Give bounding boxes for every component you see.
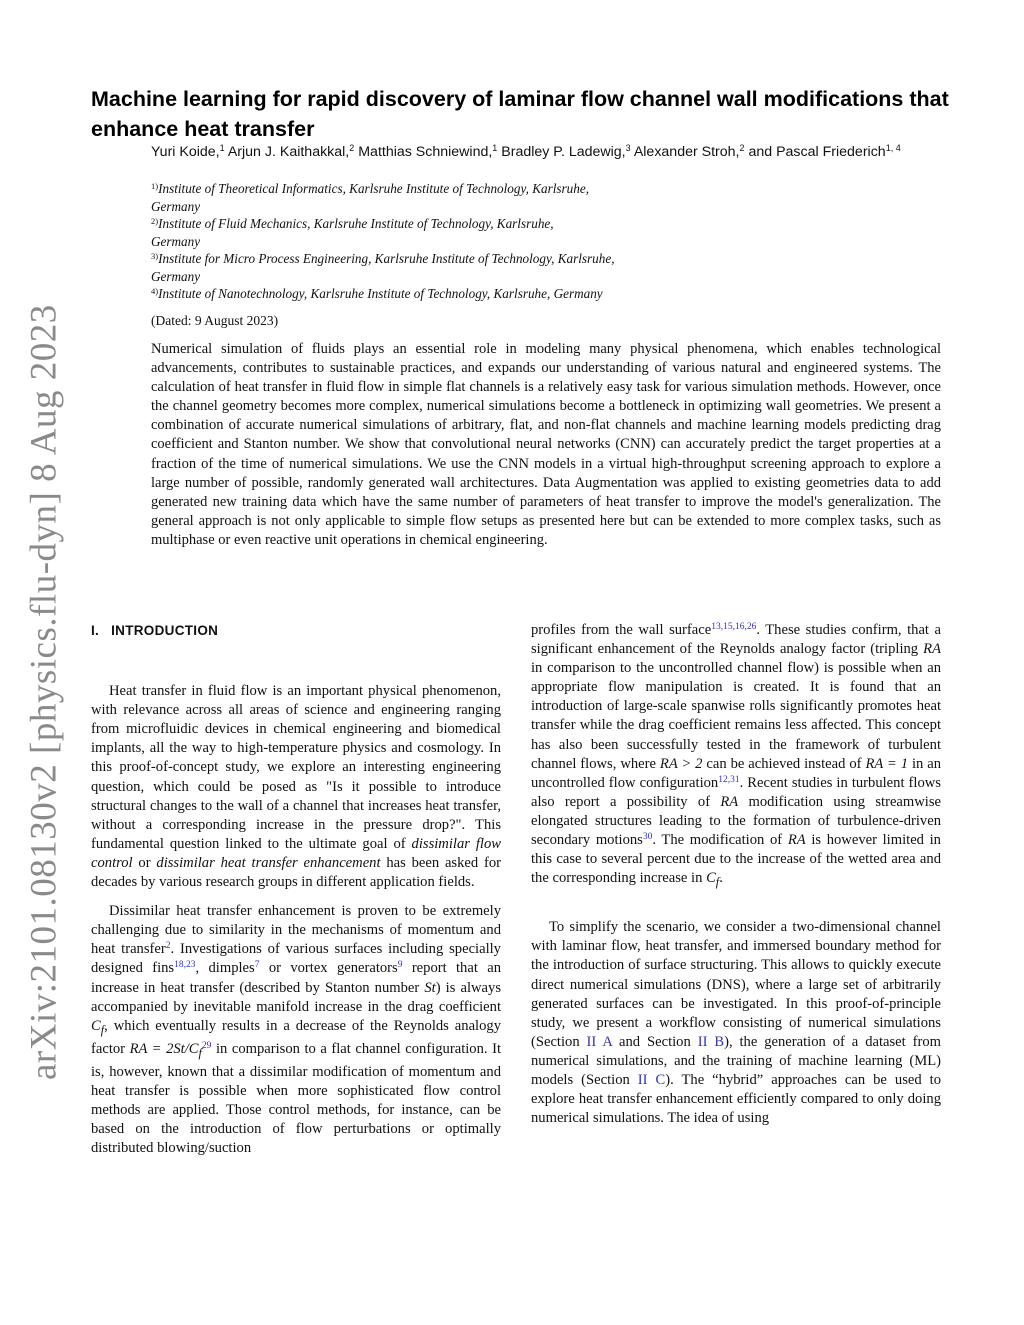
citation-link[interactable]: 13,15,16,26 [711,622,757,632]
affiliation-list [151,180,791,303]
author: Bradley P. Ladewig, [501,144,626,160]
citation-link[interactable]: 7 [254,960,260,971]
paper-title: Machine learning for rapid discovery of laminar flow channel wall modifications that enhance heat transfer [91,87,949,141]
left-column [91,621,501,1158]
author-affil-mark: 1 [492,143,498,153]
citation-link[interactable]: 2 [165,941,171,952]
date-line: (Dated: 9 August 2023) [151,313,279,328]
author-affil-mark: 2 [739,143,745,153]
affiliation: $^{1)}$Institute of Theoretical Informatics, Karlsruhe Institute of Technology, Karlsruhe, Germany [151,181,589,214]
author: and Pascal Friederich [748,144,886,160]
citation-link[interactable]: 29 [201,1040,212,1051]
paragraph: Dissimilar heat transfer enhancement is proven to be extremely challenging due to similarity in the mechanisms of momentum and heat transfer$^2$. Investigations of various surfaces including specially designed fins$^{18,23}$, dimples$^7$ or vortex generators$^9$ report that an increase in heat transfer (described by Stanton number St) is always accompanied by inevitable manifold increase in the drag coefficient $C_f$, which eventually results in a decrease of the Reynolds analogy factor RA = $2St/C_f^{29}$ in comparison to a flat channel configuration. It is, however, known that a dissimilar modification of momentum and heat transfer is possible when more sophisticated flow control methods are applied. Those control methods, for instance, can be based on the introduction of flow perturbations or optimally distributed blowing/suction [91,903,502,1157]
author: Yuri Koide, [151,144,220,160]
author-affil-mark: 3 [625,143,631,153]
section-link[interactable]: II C [637,1071,666,1088]
author: Alexander Stroh, [633,144,740,160]
paragraph: To simplify the scenario, we consider a two-dimensional channel with laminar flow, heat transfer, and immersed boundary method for the introduction of surface structuring. This allows to quickly execute direct numerical simulations (DNS), where a large set of arbitrarily generated surfaces can be investigated. In this proof-of-principle study, we present a workflow consisting of numerical simulations (Section II A and Section II B), the generation of a dataset from numerical simulations, and the training of machine learning (ML) models (Section II C). The “hybrid” approaches can be used to explore heat transfer enhancement efficiently compared to only doing numerical simulations. The idea of using [531,919,941,1127]
paragraph: Heat transfer in fluid flow is an important physical phenomenon, with relevance across all areas of science and engineering ranging from microfluidic devices in chemical engineering and biomedical implants, all the way to high-temperature physics and cosmology. In this proof-of-concept study, we explore an interesting engineering question, which could be posed as "Is it possible to introduce structural changes to the wall of a channel that increases heat transfer, without a corresponding increase in the pressure drop?". This fundamental question linked to the ultimate goal of dissimilar flow control or dissimilar heat transfer enhancement has been asked for decades by various research groups in different application fields. [91,683,501,891]
citation-link[interactable]: 18,23 [174,960,196,971]
author: Arjun J. Kaithakkal, [227,144,350,160]
author-affil-mark: 1, 4 [885,143,901,153]
paragraph: profiles from the wall surface$^{13,15,16,26}$. These studies confirm, that a significant enhancement of the Reynolds analogy factor (tripling RA in comparison to the uncontrolled channel flow) is possible when an appropriate flow manipulation is created. It is found that an introduction of large-scale spanwise rolls significantly promotes heat transfer while the drag coefficient remains less affected. This concept has also been successfully tested in the framework of turbulent channel flows, where RA > 2 can be achieved instead of RA = 1 in an uncontrolled flow configuration$^{12,31}$. Recent studies in turbulent flows also report a possibility of RA modification using streamwise elongated structures leading to the formation of turbulence-driven secondary motions$^{30}$. The modification of RA is however limited in this case to several percent due to the increase of the wetted area and the corresponding increase in $C_f$. [531,622,942,890]
affiliation: $^{2)}$Institute of Fluid Mechanics, Karlsruhe Institute of Technology, Karlsruhe, Germany [151,216,554,249]
author-affil-mark: 1 [219,143,225,153]
author: Matthias Schniewind, [358,144,493,160]
author-list [151,143,951,162]
section-link[interactable]: II B [697,1033,725,1050]
arxiv-id-text: arXiv:2101.08130v2 [physics.flu-dyn] 8 Aug 2023 [23,304,65,1080]
citation-link[interactable]: 12,31 [718,774,740,785]
citation-link[interactable]: 30 [642,832,653,843]
section-link[interactable]: II A [586,1033,613,1050]
author-affil-mark: 2 [349,143,355,153]
affiliation: $^{3)}$Institute for Micro Process Engineering, Karlsruhe Institute of Technology, Karlsruhe, Germany [151,251,615,284]
abstract: Numerical simulation of fluids plays an essential role in modeling many physical phenomena, which enables technological advancements, contributes to sustainable practices, and expands our understanding of various natural and engineered systems. The calculation of heat transfer in fluid flow in simple flat channels is a relatively easy task for various simulation methods. However, once the channel geometry becomes more complex, numerical simulations become a bottleneck in optimizing wall geometries. We present a combination of accurate numerical simulations of arbitrary, flat, and non-flat channels and machine learning models predicting drag coefficient and Stanton number. We show that convolutional neural networks (CNN) can accurately predict the target properties at a fraction of the time of numerical simulations. We use the CNN models in a virtual high-throughput screening approach to explore a large number of possible, randomly generated wall architectures. Data Augmentation was applied to existing geometries data to add generated new training data which have the same number of parameters of heat transfer to improve the model's generalization. The general approach is not only applicable to simple flow setups as presented here but can be extended to more complex tasks, such as multiphase or even reactive unit operations in chemical engineering. [151,341,941,548]
affiliation: $^{4)}$Institute of Nanotechnology, Karlsruhe Institute of Technology, Karlsruhe, Germany [151,286,603,301]
right-column [531,621,941,1128]
section-heading: I. INTRODUCTION [91,623,219,638]
citation-link[interactable]: 9 [397,960,403,971]
